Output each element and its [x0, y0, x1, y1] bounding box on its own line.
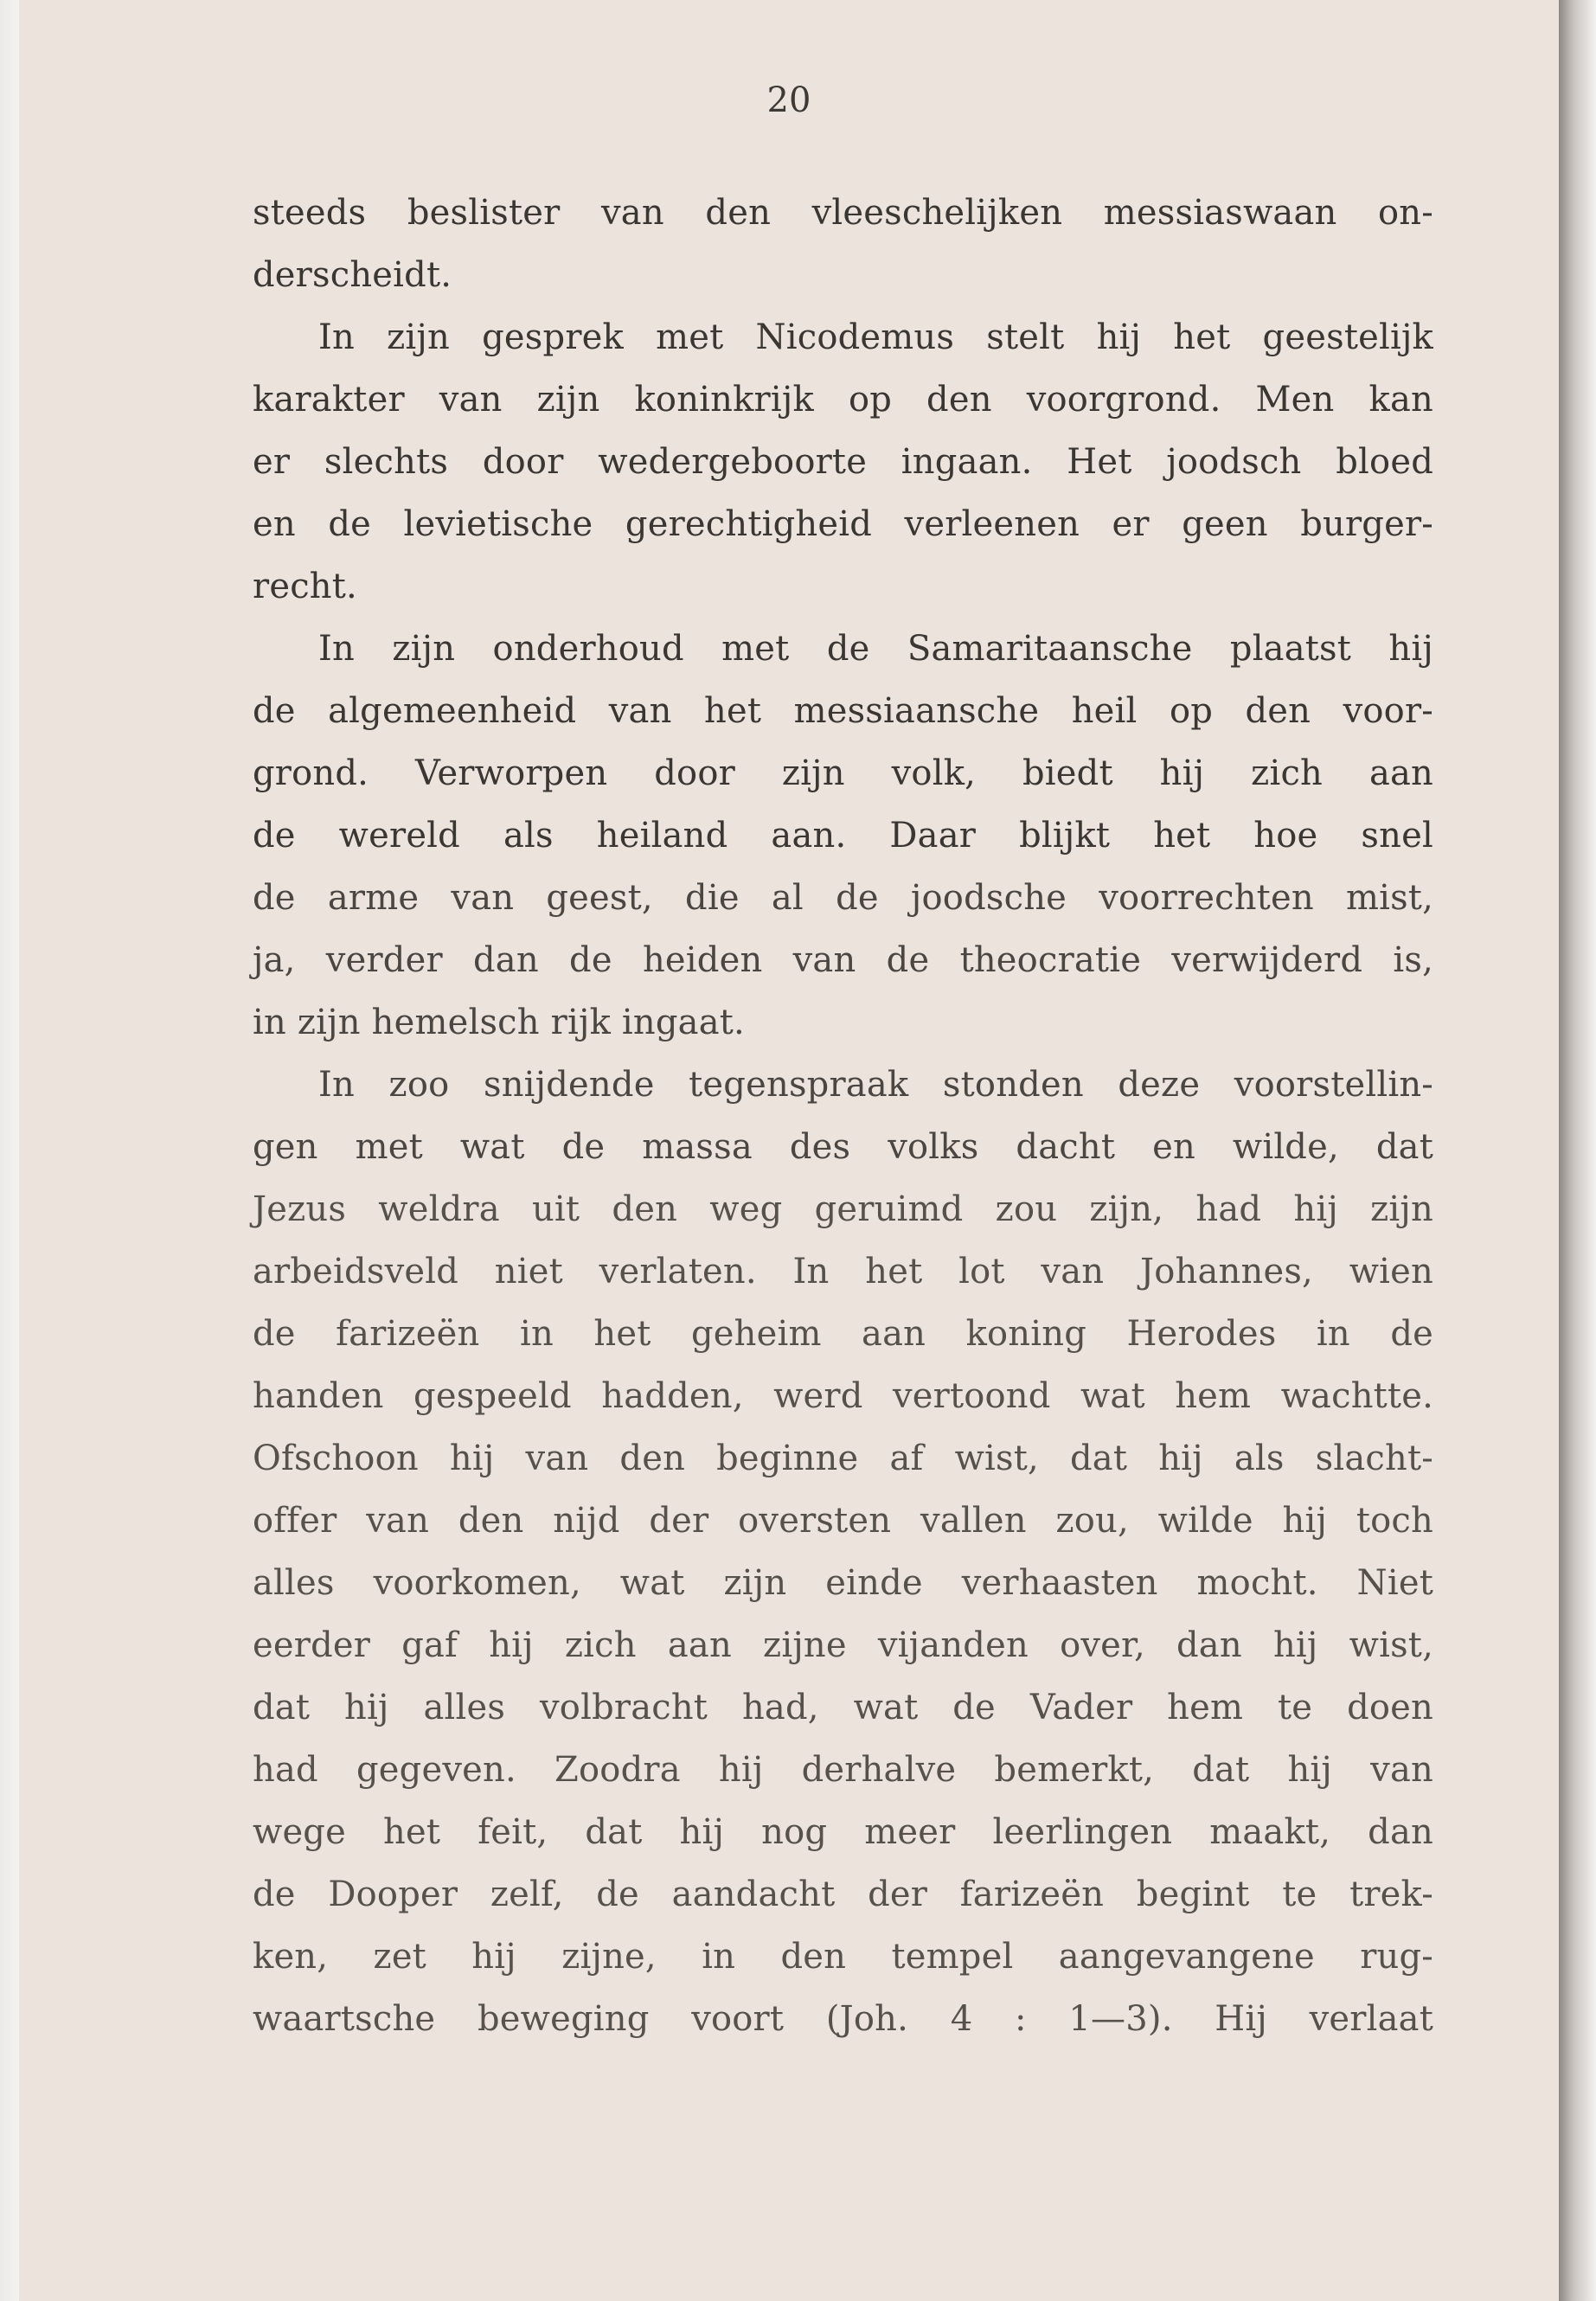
text-line: de wereld als heiland aan. Daar blijkt het hoe snel	[253, 816, 1433, 856]
text-line: waartsche beweging voort (Joh. 4 : 1—3). Hij verlaat	[253, 1999, 1433, 2039]
text-line: karakter van zijn koninkrijk op den voorgrond. Men kan	[253, 380, 1433, 420]
text-line: steeds beslister van den vleeschelijken messiaswaan on-	[253, 193, 1433, 233]
text-line: derscheidt.	[253, 255, 452, 295]
scan-margin-right	[1559, 0, 1596, 2301]
text-line: In zijn onderhoud met de Samaritaansche plaatst hij	[318, 629, 1433, 669]
text-line: arbeidsveld niet verlaten. In het lot van Johannes, wien	[253, 1252, 1433, 1292]
text-line: In zijn gesprek met Nicodemus stelt hij het geestelijk	[318, 317, 1433, 357]
text-line: de algemeenheid van het messiaansche heil op den voor-	[253, 691, 1433, 731]
text-line: recht.	[253, 567, 357, 606]
page-number: 20	[766, 80, 811, 120]
text-line: in zijn hemelsch rijk ingaat.	[253, 1003, 745, 1042]
text-line: de farizeën in het geheim aan koning Herodes in de	[253, 1314, 1433, 1354]
text-line: offer van den nijd der oversten vallen zou, wilde hij toch	[253, 1501, 1433, 1541]
text-line: In zoo snijdende tegenspraak stonden deze voorstellin-	[318, 1065, 1433, 1105]
book-page	[19, 0, 1559, 2301]
text-line: Ofschoon hij van den beginne af wist, dat hij als slacht-	[253, 1439, 1433, 1478]
text-line: grond. Verworpen door zijn volk, biedt hij zich aan	[253, 753, 1433, 793]
text-line: alles voorkomen, wat zijn einde verhaasten mocht. Niet	[253, 1563, 1433, 1603]
text-line: er slechts door wedergeboorte ingaan. Het joodsch bloed	[253, 442, 1433, 482]
text-line: handen gespeeld hadden, werd vertoond wat hem wachtte.	[253, 1376, 1433, 1416]
scan-margin-left	[0, 0, 19, 2301]
text-line: de arme van geest, die al de joodsche voorrechten mist,	[253, 878, 1433, 918]
text-line: eerder gaf hij zich aan zijne vijanden over, dan hij wist,	[253, 1625, 1433, 1665]
text-line: de Dooper zelf, de aandacht der farizeën begint te trek-	[253, 1875, 1433, 1914]
text-line: ken, zet hij zijne, in den tempel aangevangene rug-	[253, 1937, 1433, 1977]
text-line: en de levietische gerechtigheid verleenen er geen burger-	[253, 504, 1433, 544]
text-line: had gegeven. Zoodra hij derhalve bemerkt, dat hij van	[253, 1750, 1433, 1790]
text-line: ja, verder dan de heiden van de theocratie verwijderd is,	[253, 940, 1433, 980]
text-line: dat hij alles volbracht had, wat de Vader hem te doen	[253, 1688, 1433, 1727]
text-line: wege het feit, dat hij nog meer leerlingen maakt, dan	[253, 1812, 1433, 1852]
text-line: gen met wat de massa des volks dacht en wilde, dat	[253, 1127, 1433, 1167]
body-text	[253, 182, 1433, 2050]
text-line: Jezus weldra uit den weg geruimd zou zijn, had hij zijn	[253, 1189, 1433, 1229]
